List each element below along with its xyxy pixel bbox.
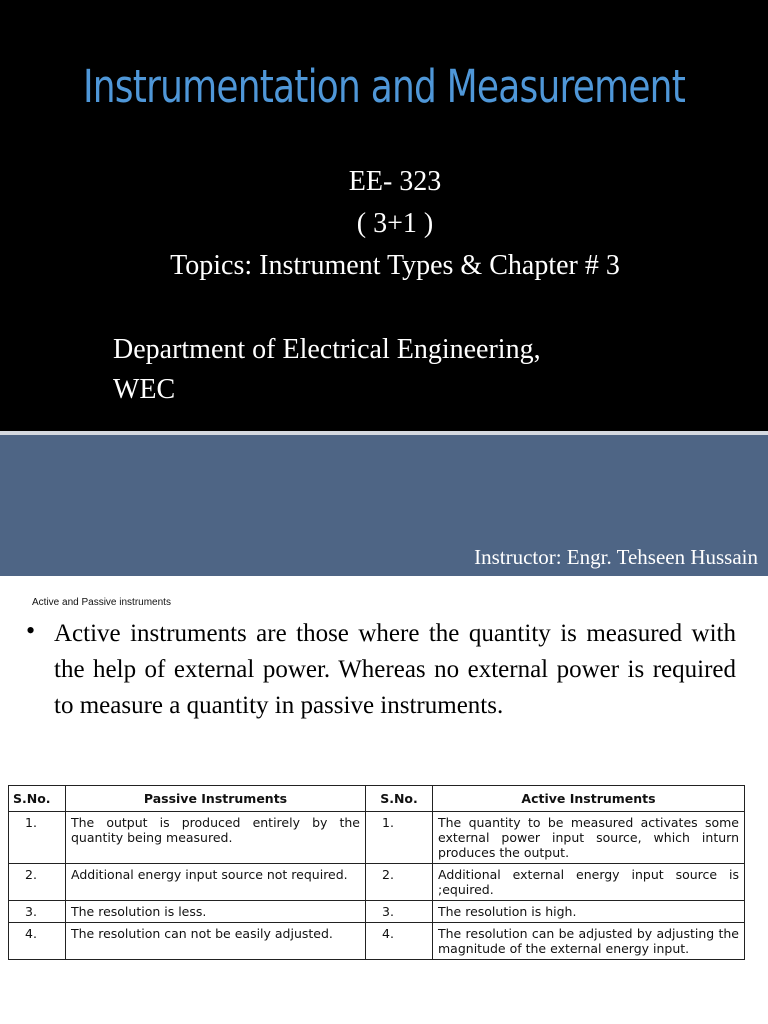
passive-cell: The resolution can not be easily adjusted. [66,923,366,960]
department-line-2: WEC [113,374,176,405]
table-row [9,812,745,864]
active-cell: The quantity to be measured activates some external power input source, which inturn produces the output. [433,812,745,864]
passive-cell: The resolution is less. [66,901,366,923]
header-sno-active: S.No. [366,786,433,812]
comparison-table [8,785,745,960]
table-row [9,923,745,960]
row-sno: 4. [366,923,433,960]
course-code: EE- 323 [348,166,442,197]
active-cell: The resolution is high. [433,901,745,923]
passive-cell: Additional energy input source not required. [66,864,366,901]
header-active: Active Instruments [433,786,745,812]
bullet-text: Active instruments are those where the quantity is measured with the help of external power. Whereas no external power is required to measure a quantity in passive instruments. [54,620,736,719]
row-sno: 1. [9,812,66,864]
instructor-name: Instructor: Engr. Tehseen Hussain [474,545,758,569]
section-title: Active and Passive instruments [32,597,171,608]
header-passive: Passive Instruments [66,786,366,812]
course-topics: Topics: Instrument Types & Chapter # 3 [170,250,620,281]
active-cell: Additional external energy input source is ;equired. [433,864,745,901]
passive-cell: The output is produced entirely by the quantity being measured. [66,812,366,864]
table-row [9,901,745,923]
header-sno-passive: S.No. [9,786,66,812]
department-line-1: Department of Electrical Engineering, [113,334,541,365]
active-cell: The resolution can be adjusted by adjusting the magnitude of the external energy input. [433,923,745,960]
row-sno: 3. [366,901,433,923]
row-sno: 3. [9,901,66,923]
slide-title: Instrumentation and Measurement [82,60,686,113]
course-credits: ( 3+1 ) [356,208,434,239]
row-sno: 2. [366,864,433,901]
row-sno: 4. [9,923,66,960]
bullet-icon: • [26,616,36,645]
table-header-row [9,786,745,812]
row-sno: 1. [366,812,433,864]
table-row [9,864,745,901]
content-slide [0,576,768,1024]
row-sno: 2. [9,864,66,901]
